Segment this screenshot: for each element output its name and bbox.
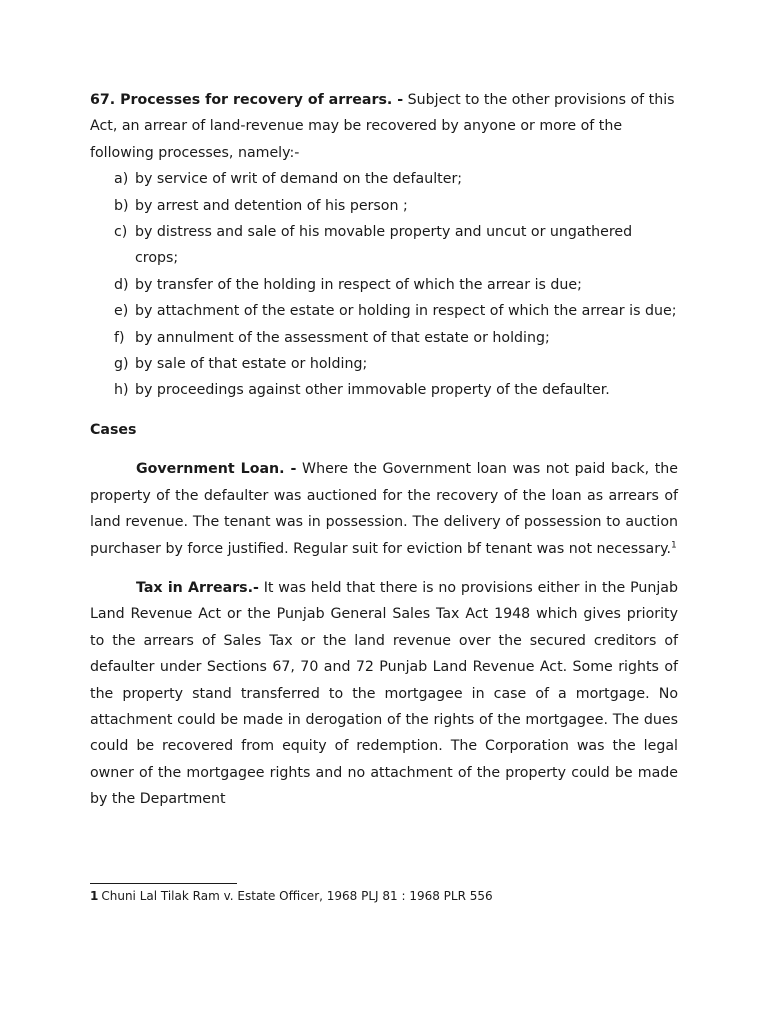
section-intro: Subject to the other provisions of this Act, an arrear of land-revenue may be recovered by anyone or more of the following processes, namely:- [90, 92, 675, 161]
list-marker: g) [114, 356, 129, 373]
case-body: It was held that there is no provisions either in the Punjab Land Revenue Act or the Punjab General Sales Tax Act 1948 which gives priority to the arrears of Sales Tax or the land revenue over the secured creditors of defaulter under Sections 67, 70 and 72 Punjab Land Revenue Act. Some rights of the property stand transferred to the mortgagee in case of a mortgage. No attachment could be made in derogation of the rights of the mortgagee. The dues could be recovered from equity of redemption. The Corporation was the legal owner of the mortgagee rights and no attachment of the property could be made by the Department [90, 579, 678, 808]
list-item-text: by proceedings against other immovable property of the defaulter. [135, 382, 610, 399]
list-marker: e) [114, 303, 129, 320]
list-marker: h) [114, 382, 129, 399]
list-item-text: by attachment of the estate or holding in respect of which the arrear is due; [135, 303, 677, 320]
list-item [90, 325, 678, 351]
footnote-text: Chuni Lal Tilak Ram v. Estate Officer, 1968 PLJ 81 : 1968 PLR 556 [101, 889, 493, 903]
footnote [90, 888, 493, 904]
list-item [90, 351, 678, 377]
footnote-divider [90, 883, 237, 884]
section-heading: 67. Processes for recovery of arrears. - [90, 92, 404, 108]
list-marker: b) [114, 197, 129, 214]
cases-heading: Cases [90, 421, 137, 438]
footnote-marker: 1 [90, 889, 99, 903]
list-item [90, 166, 678, 192]
footnote-reference[interactable]: 1 [670, 539, 677, 550]
case-title: Government Loan. - [136, 461, 297, 478]
list-item-text: by transfer of the holding in respect of which the arrear is due; [135, 276, 582, 293]
list-marker: d) [114, 276, 129, 293]
list-item-text: by arrest and detention of his person ; [135, 197, 408, 214]
case-title: Tax in Arrears.- [136, 579, 259, 596]
list-marker: c) [114, 224, 128, 241]
process-list [90, 166, 678, 404]
list-item [90, 377, 678, 403]
list-marker: f) [114, 329, 125, 346]
list-item-text: by distress and sale of his movable property and uncut or ungathered crops; [135, 224, 633, 267]
section-67-paragraph [90, 87, 678, 166]
case-tax-in-arrears [90, 575, 678, 813]
list-item-text: by service of writ of demand on the defaulter; [135, 171, 463, 188]
list-item [90, 193, 678, 219]
list-item [90, 272, 678, 298]
list-marker: a) [114, 171, 129, 188]
case-body: Where the Government loan was not paid back, the property of the defaulter was auctioned for the recovery of the loan as arrears of land revenue. The tenant was in possession. The delivery of possession to auction purchaser by force justified. Regular suit for eviction bf tenant was not necessary. [90, 461, 678, 557]
case-government-loan [90, 456, 678, 562]
list-item-text: by annulment of the assessment of that estate or holding; [135, 329, 550, 346]
list-item [90, 219, 678, 272]
list-item-text: by sale of that estate or holding; [135, 356, 368, 373]
document-body [90, 87, 678, 813]
list-item [90, 298, 678, 324]
